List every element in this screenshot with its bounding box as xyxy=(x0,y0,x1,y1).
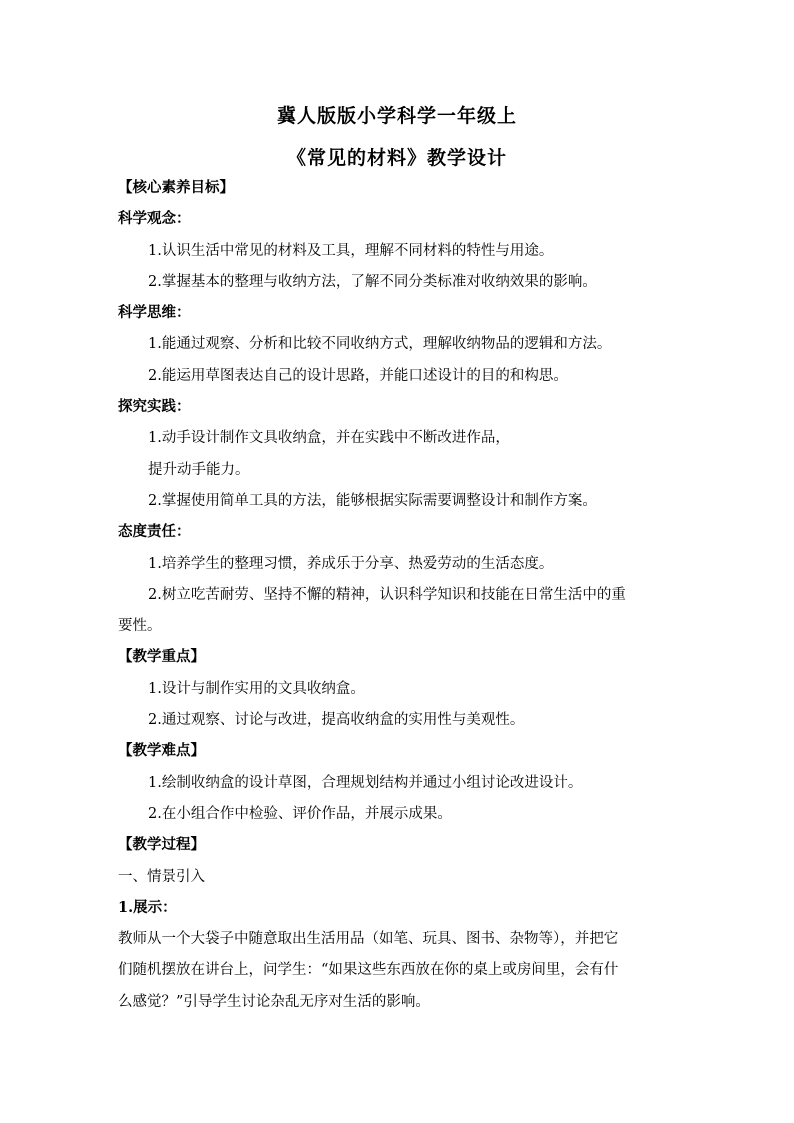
process-step-text: 教师从一个大袋子中随意取出生活用品（如笔、玩具、图书、杂物等），并把它 xyxy=(118,931,619,948)
inquiry-practice-item: 2.掌握使用简单工具的方法，能够根据实际需要调整设计和制作方案。 xyxy=(148,492,597,509)
science-thinking-item: 1.能通过观察、分析和比较不同收纳方式，理解收纳物品的逻辑和方法。 xyxy=(148,336,612,353)
difficulties-item: 2.在小组合作中检验、评价作品，并展示成果。 xyxy=(148,805,452,822)
key-points-heading: 【教学重点】 xyxy=(118,648,205,666)
document-body xyxy=(118,100,676,1024)
process-step-text: 么感觉？”引导学生讨论杂乱无序对生活的影响。 xyxy=(118,993,430,1010)
attitude-item: 2.树立吃苦耐劳、坚持不懈的精神，认识科学知识和技能在日常生活中的重 xyxy=(148,586,626,603)
document-title-line2: 《常见的材料》教学设计 xyxy=(286,147,507,169)
science-thinking-heading: 科学思维： xyxy=(118,304,191,322)
attitude-item-continued: 要性。 xyxy=(118,618,162,635)
inquiry-practice-item: 1.动手设计制作文具收纳盒，并在实践中不断改进作品， xyxy=(148,430,510,447)
science-concepts-item: 1.认识生活中常见的材料及工具，理解不同材料的特性与用途。 xyxy=(148,242,554,259)
science-concepts-item: 2.掌握基本的整理与收纳方法，了解不同分类标准对收纳效果的影响。 xyxy=(148,273,597,290)
process-part-heading: 一、情景引入 xyxy=(118,868,205,885)
key-points-item: 1.设计与制作实用的文具收纳盒。 xyxy=(148,680,365,697)
core-goals-heading: 【核心素养目标】 xyxy=(118,179,234,196)
inquiry-practice-item-continued: 提升动手能力。 xyxy=(148,461,250,478)
process-step-heading: 1.展示： xyxy=(118,898,177,916)
difficulties-heading: 【教学难点】 xyxy=(118,742,205,760)
key-points-item: 2.通过观察、讨论与改进，提高收纳盒的实用性与美观性。 xyxy=(148,712,525,729)
process-heading: 【教学过程】 xyxy=(118,836,205,854)
difficulties-item: 1.绘制收纳盒的设计草图，合理规划结构并通过小组讨论改进设计。 xyxy=(148,774,583,791)
attitude-heading: 态度责任： xyxy=(118,523,191,541)
science-concepts-heading: 科学观念： xyxy=(118,210,191,228)
process-step-text: 们随机摆放在讲台上，问学生：“如果这些东西放在你的桌上或房间里，会有什 xyxy=(118,962,619,979)
document-title-line1: 冀人版版小学科学一年级上 xyxy=(276,105,517,127)
attitude-item: 1.培养学生的整理习惯，养成乐于分享、热爱劳动的生活态度。 xyxy=(148,555,554,572)
science-thinking-item: 2.能运用草图表达自己的设计思路，并能口述设计的目的和构思。 xyxy=(148,367,568,384)
inquiry-practice-heading: 探究实践： xyxy=(118,398,191,416)
